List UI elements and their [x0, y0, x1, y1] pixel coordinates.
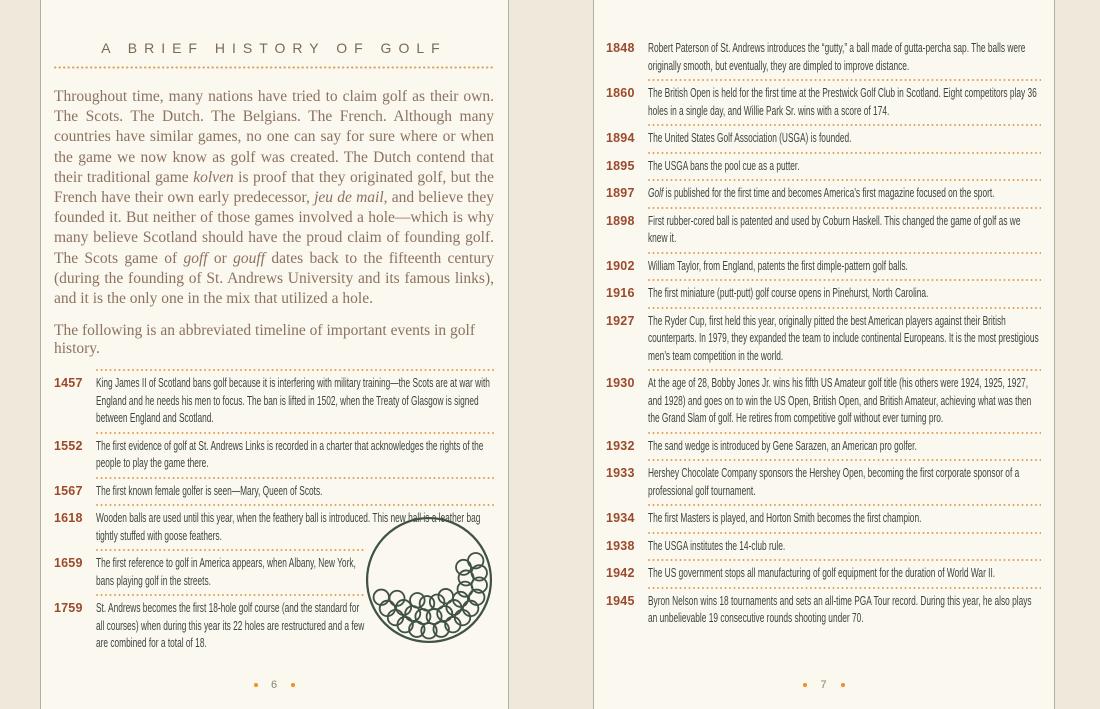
- page-right: [593, 0, 1055, 709]
- timeline-entry: [606, 213, 1041, 248]
- golf-ball-illustration: [363, 514, 495, 646]
- page-left: [40, 0, 509, 709]
- timeline-text: The USGA institutes the 14-club rule.: [648, 538, 786, 553]
- timeline-year: 1567: [54, 483, 83, 498]
- timeline-entry: [606, 285, 1041, 303]
- timeline-text: St. Andrews becomes the first 18-hole golf course (and the standard for all courses) when during this year its 22 holes are restructured and a few are combined for a total of 18.: [96, 601, 365, 651]
- intro-italic-term: goff: [183, 249, 208, 267]
- timeline-year: 1848: [606, 41, 635, 55]
- timeline-entry: [606, 510, 1041, 528]
- dotted-divider: [648, 559, 1041, 561]
- timeline-year: 1934: [606, 511, 635, 525]
- dotted-divider: [648, 207, 1041, 209]
- timeline-year: 1938: [606, 538, 635, 553]
- timeline-year: 1932: [606, 438, 635, 453]
- timeline-text: William Taylor, from England, patents the first dimple-pattern golf balls.: [648, 258, 908, 273]
- dotted-divider: [96, 477, 494, 479]
- timeline-entry: [606, 375, 1041, 428]
- intro-text: is proof that they originated golf, but the French have their own early predecessor,: [54, 168, 494, 207]
- timeline-entry: [606, 185, 1041, 203]
- timeline-text: The sand wedge is introduced by Gene Sarazen, an American pro golfer.: [648, 438, 917, 453]
- timeline-year: 1942: [606, 566, 635, 580]
- timeline-entry: [606, 565, 1041, 583]
- dotted-divider: [648, 432, 1041, 434]
- timeline-year: 1930: [606, 376, 635, 390]
- timeline-italic-term: Golf: [648, 186, 664, 200]
- timeline-text: At the age of 28, Bobby Jones Jr. wins his fifth US Amateur golf title (his others were 1924, 1925, 1927, and 1928) and goes on to win the US Open, British Open, and British Amateur, achieving what was then the Grand Slam of golf. He retires from competitive golf without ever turning pro.: [648, 376, 1032, 425]
- intro-text: dates back to the fifteenth century (during the founding of St. Andrews University and its famous links), and it is the only one in the mix that utilized a hole.: [54, 249, 494, 308]
- intro-text: , and believe they founded it. But neither of those games involved a hole—which is why many believe Scotland should have the proud claim of founding golf. The Scots game of: [54, 189, 494, 267]
- timeline-text: The US government stops all manufacturing of golf equipment for the duration of World War II.: [648, 566, 996, 580]
- dotted-divider: [648, 79, 1041, 81]
- timeline-entry: [606, 130, 1041, 148]
- intro-text: or: [207, 249, 234, 267]
- footer-dot: [803, 683, 807, 687]
- timeline-text: The first Masters is played, and Horton Smith becomes the first champion.: [648, 511, 922, 525]
- timeline-year: 1552: [54, 438, 83, 453]
- timeline-year: 1933: [606, 466, 635, 480]
- timeline-year: 1895: [606, 158, 635, 173]
- intro-italic-term: gouff: [233, 249, 265, 267]
- dotted-divider: [96, 549, 366, 551]
- timeline-entry: [606, 40, 1041, 75]
- dotted-divider: [648, 307, 1041, 309]
- dotted-divider: [648, 279, 1041, 281]
- page-number: 6: [270, 679, 279, 691]
- timeline-entry: [606, 258, 1041, 276]
- timeline-text: Wooden balls are used until this year, when the feathery ball is introduced. This new ball is a leather bag tightly stuffed with goose feathers.: [96, 511, 481, 543]
- dotted-divider: [96, 432, 494, 434]
- page-number: 7: [820, 679, 828, 691]
- timeline-text: The first miniature (putt-putt) golf course opens in Pinehurst, North Carolina.: [648, 286, 929, 300]
- timeline-entry: [606, 85, 1041, 120]
- timeline-year: 1618: [54, 511, 83, 526]
- timeline-text: The first reference to golf in America appears, when Albany, New York, bans playing golf in the streets.: [96, 556, 356, 588]
- timeline-lead: The following is an abbreviated timeline of important events in golf history.: [54, 322, 475, 358]
- dotted-divider: [648, 124, 1041, 126]
- dotted-divider: [648, 252, 1041, 254]
- dotted-divider: [648, 587, 1041, 589]
- timeline-entry: [606, 158, 1041, 176]
- timeline-text: The first known female golfer is seen—Mary, Queen of Scots.: [96, 483, 323, 498]
- footer-dot: [254, 683, 258, 687]
- timeline-year: 1897: [606, 186, 635, 200]
- timeline-entry: [606, 593, 1041, 628]
- page-footer: [594, 679, 1054, 691]
- dotted-divider: [96, 594, 366, 596]
- timeline-year: 1659: [54, 556, 83, 571]
- timeline-entry: [606, 538, 1041, 556]
- timeline-year: 1457: [54, 376, 83, 391]
- timeline-right: [606, 40, 1041, 628]
- dotted-divider: [648, 459, 1041, 461]
- timeline-text: The first evidence of golf at St. Andrews Links is recorded in a charter that acknowledges the rights of the people to play the game there.: [96, 438, 484, 471]
- timeline-year: 1902: [606, 258, 635, 273]
- timeline-text: First rubber-cored ball is patented and used by Coburn Haskell. This changed the game of golf as we knew it.: [648, 213, 1021, 245]
- dotted-divider: [648, 152, 1041, 154]
- timeline-year: 1860: [606, 86, 635, 100]
- page-footer: [41, 679, 508, 691]
- timeline-entry: [606, 438, 1041, 456]
- timeline-year: 1927: [606, 313, 635, 328]
- timeline-entry: [54, 483, 494, 501]
- timeline-year: 1894: [606, 131, 635, 145]
- timeline-year: 1945: [606, 593, 635, 608]
- timeline-text: The Ryder Cup, first held this year, originally pitted the best American players against their British counterparts. In 1979, they expanded the team to include continental Europeans. It is the most prestigious men’s team competition in the world.: [648, 313, 1039, 363]
- timeline-year: 1898: [606, 213, 635, 228]
- footer-dot: [841, 683, 845, 687]
- dotted-divider: [96, 369, 494, 371]
- timeline-year: 1759: [54, 601, 83, 616]
- timeline-text: Hershey Chocolate Company sponsors the Hershey Open, becoming the first corporate sponsor of a professional golf tournament.: [648, 466, 1020, 498]
- timeline-text: Robert Paterson of St. Andrews introduces the “gutty,” a ball made of gutta-percha sap. The balls were originally smooth, but eventually, they are dimpled to improve distance.: [648, 41, 1026, 73]
- intro-paragraph: [54, 87, 494, 309]
- timeline-text: Golf is published for the first time and becomes America’s first magazine focused on the sport.: [648, 186, 995, 200]
- timeline-text: The USGA bans the pool cue as a putter.: [648, 158, 800, 173]
- timeline-text: Byron Nelson wins 18 tournaments and sets an all-time PGA Tour record. During this year, he also plays an unbelievable 19 consecutive rounds shooting under 70.: [648, 593, 1032, 625]
- timeline-entry: [54, 375, 494, 428]
- timeline-year: 1916: [606, 286, 635, 300]
- timeline-text: The British Open is held for the first time at the Prestwick Golf Club in Scotland. Eight competitors play 36 holes in a single day, and Willie Park Sr. wins with a score of 174.: [648, 86, 1037, 118]
- dotted-divider: [648, 179, 1041, 181]
- timeline-text: The United States Golf Association (USGA) is founded.: [648, 131, 852, 145]
- footer-dot: [291, 683, 295, 687]
- timeline-entry: [54, 438, 494, 473]
- intro-text: Throughout time, many nations have tried to claim golf as their own. The Scots. The Dutch. The Belgians. The French. Although many countries have similar games, no one can say for sure where or when the game we now know as golf was created. The Dutch contend that their traditional game: [54, 88, 494, 186]
- timeline-entry: [606, 313, 1041, 366]
- intro-italic-term: jeu de mail: [314, 189, 384, 207]
- intro-italic-term: kolven: [193, 168, 234, 186]
- dotted-divider: [648, 504, 1041, 506]
- timeline-entry: [606, 465, 1041, 500]
- dotted-divider: [648, 369, 1041, 371]
- timeline-text: King James II of Scotland bans golf because it is interfering with military training—the Scots are at war with England and he needs his men to focus. The ban is lifted in 1502, when the Treaty of Glasgow is signed between England and Scotland.: [96, 376, 490, 426]
- dotted-divider: [96, 504, 494, 506]
- dotted-divider: [648, 532, 1041, 534]
- page-title: A BRIEF HISTORY OF GOLF: [101, 40, 447, 56]
- title-divider: [54, 66, 494, 69]
